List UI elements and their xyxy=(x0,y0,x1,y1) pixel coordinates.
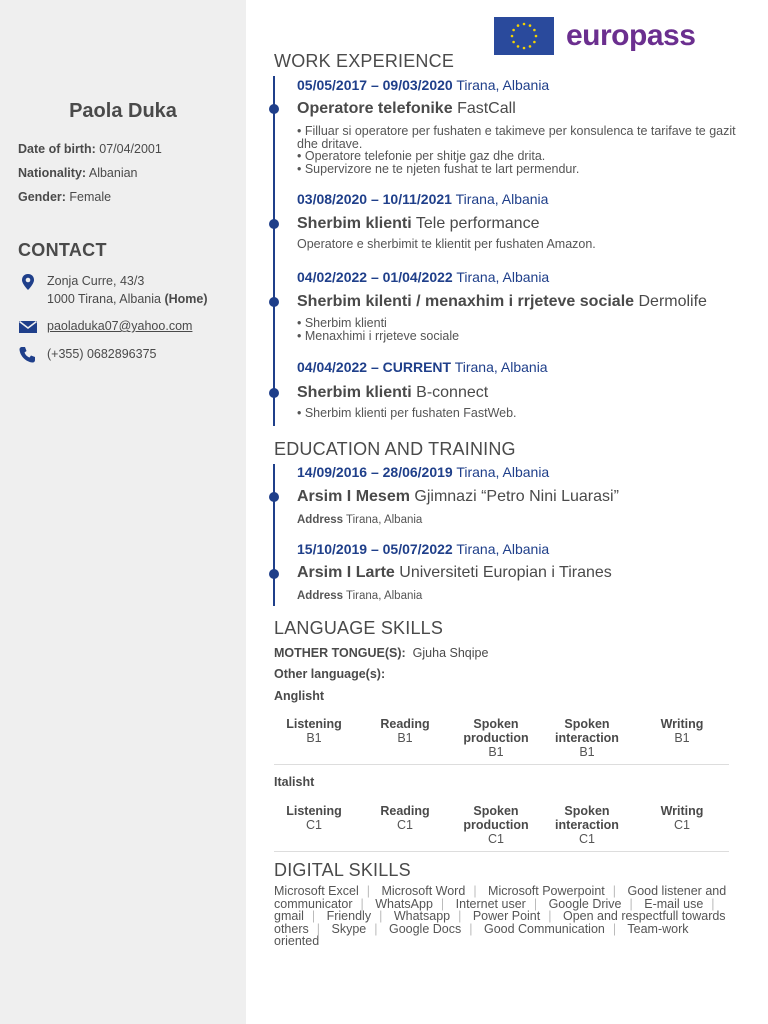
nationality-label: Nationality: xyxy=(18,166,87,180)
work-1-dates: 05/05/2017 – 09/03/2020 Tirana, Albania xyxy=(297,77,550,93)
skill-separator: | xyxy=(473,884,477,898)
logo-text: europass xyxy=(566,19,696,52)
work-3-title: Sherbim kilenti / menaxhim i rrjeteve sociale Dermolife xyxy=(297,293,707,310)
gender-value: Female xyxy=(69,190,112,204)
digital-skill: Microsoft Powerpoint xyxy=(488,884,605,898)
timeline-dot xyxy=(269,569,279,579)
address-line2: 1000 Tirana, Albania xyxy=(47,292,161,306)
skill-separator: | xyxy=(533,896,538,911)
mother-tongue-value: Gjuha Shqipe xyxy=(412,646,489,660)
work-1-desc: • Filluar si operatore per fushaten e takimeve per konsulenca te tarifave te gazit dhe dritave. • Operatore telefonie per shitje gaz dhe drita. • Supervizore ne te njeten fushat te lart permendur. xyxy=(297,124,736,176)
timeline-dot xyxy=(269,219,279,229)
nationality-row xyxy=(18,166,138,180)
edu-2-address: Address Tirana, Albania xyxy=(297,590,423,602)
spoken-production-col: Spoken production C1 xyxy=(463,804,529,846)
language-1-table xyxy=(274,717,729,765)
timeline-dot xyxy=(269,492,279,502)
other-languages-label: Other language(s): xyxy=(274,667,386,681)
skill-separator: | xyxy=(360,896,364,911)
spoken-production-col: Spoken production B1 xyxy=(463,717,529,759)
edu-1-address: Address Tirana, Albania xyxy=(297,514,423,526)
timeline-dot xyxy=(269,297,279,307)
person-name: Paola Duka xyxy=(69,100,177,122)
digital-skill: Skype xyxy=(331,921,367,936)
dob-row xyxy=(18,142,162,156)
digital-skill: Good listener and communicator xyxy=(274,884,727,911)
digital-skill: Power Point xyxy=(472,909,541,923)
eu-flag-icon xyxy=(494,17,554,55)
writing-col: Writing B1 xyxy=(660,717,704,745)
contact-title: CONTACT xyxy=(18,240,107,260)
location-pin-icon xyxy=(18,273,38,291)
phone: (+355) 0682896375 xyxy=(47,347,157,361)
spoken-interaction-col: Spoken interaction B1 xyxy=(555,717,619,759)
digital-skills-list xyxy=(274,885,734,948)
edu-2-dates: 15/10/2019 – 05/07/2022 Tirana, Albania xyxy=(297,541,550,557)
europass-logo xyxy=(494,17,700,55)
address xyxy=(47,272,208,308)
writing-col: Writing C1 xyxy=(660,804,704,832)
work-1-title: Operatore telefonike FastCall xyxy=(297,100,516,117)
skill-separator: | xyxy=(374,921,378,936)
address-line1: Zonja Curre, 43/3 xyxy=(47,274,145,288)
skill-separator: | xyxy=(316,921,320,936)
listening-col: Listening C1 xyxy=(286,804,342,832)
skill-separator: | xyxy=(440,896,445,911)
nationality-value: Albanian xyxy=(88,166,138,180)
work-3-desc: • Sherbim klienti • Menaxhimi i rrjeteve sociale xyxy=(297,316,460,343)
timeline-dot xyxy=(269,104,279,114)
skill-separator: | xyxy=(379,909,383,923)
skill-separator: | xyxy=(469,921,473,936)
digital-skill: Friendly xyxy=(326,909,372,923)
skill-separator: | xyxy=(458,909,462,923)
email-link[interactable]: paoladuka07@yahoo.com xyxy=(47,319,193,333)
language-2-name: Italisht xyxy=(274,775,315,789)
work-3-dates: 04/02/2022 – 01/04/2022 Tirana, Albania xyxy=(297,269,550,285)
dob-value: 07/04/2001 xyxy=(99,142,162,156)
mother-tongue-label: MOTHER TONGUE(S): xyxy=(274,646,406,660)
skill-separator: | xyxy=(711,896,715,911)
spoken-interaction-col: Spoken interaction C1 xyxy=(555,804,619,846)
skill-separator: | xyxy=(612,921,617,936)
edu-1-title: Arsim I Mesem Gjimnazi “Petro Nini Luarasi” xyxy=(297,488,619,505)
skill-separator: | xyxy=(311,909,316,923)
digital-skill: Google Docs xyxy=(388,921,462,936)
digital-skill: Team-work oriented xyxy=(274,921,689,948)
digital-skill: WhatsApp xyxy=(375,896,433,911)
skill-separator: | xyxy=(629,896,633,911)
dob-label: Date of birth: xyxy=(18,142,96,156)
timeline-dot xyxy=(269,388,279,398)
reading-col: Reading C1 xyxy=(380,804,430,832)
address-tag: (Home) xyxy=(164,292,208,306)
work-2-dates: 03/08/2020 – 10/11/2021 Tirana, Albania xyxy=(297,191,549,207)
reading-col: Reading B1 xyxy=(380,717,430,745)
address-line2-row xyxy=(47,290,208,308)
language-title: LANGUAGE SKILLS xyxy=(274,618,444,638)
skill-separator: | xyxy=(612,884,617,898)
education-timeline xyxy=(273,464,275,606)
language-1-name: Anglisht xyxy=(274,689,324,703)
work-2-desc: Operatore e sherbimit te klientit per fushaten Amazon. xyxy=(297,237,596,251)
work-title: WORK EXPERIENCE xyxy=(274,51,455,71)
skill-separator: | xyxy=(548,909,552,923)
skill-separator: | xyxy=(366,884,370,898)
digital-skill: Whatsapp xyxy=(393,909,451,923)
gender-row xyxy=(18,190,111,204)
education-title: EDUCATION AND TRAINING xyxy=(274,439,516,459)
work-4-desc: • Sherbim klienti per fushaten FastWeb. xyxy=(297,406,517,420)
listening-col: Listening B1 xyxy=(286,717,342,745)
work-4-title: Sherbim klienti B-connect xyxy=(297,384,489,401)
digital-skill: Google Drive xyxy=(548,896,622,911)
digital-skill: E-mail use xyxy=(644,896,704,911)
work-4-dates: 04/04/2022 – CURRENT Tirana, Albania xyxy=(297,359,548,375)
email-icon xyxy=(18,318,38,336)
digital-skill: Good Communication xyxy=(483,921,605,936)
work-2-title: Sherbim klienti Tele performance xyxy=(297,215,540,232)
email-row xyxy=(47,317,192,335)
work-timeline xyxy=(273,76,275,426)
phone-icon xyxy=(18,346,38,364)
digital-skill: Microsoft Excel xyxy=(274,884,359,898)
edu-2-title: Arsim I Larte Universiteti Europian i Tiranes xyxy=(297,564,612,581)
digital-title: DIGITAL SKILLS xyxy=(274,860,411,880)
mother-tongue-row xyxy=(274,646,488,660)
edu-1-dates: 14/09/2016 – 28/06/2019 Tirana, Albania xyxy=(297,464,550,480)
digital-skill: gmail xyxy=(274,909,304,923)
digital-skill: Microsoft Word xyxy=(381,884,466,898)
digital-skill: Internet user xyxy=(455,896,526,911)
gender-label: Gender: xyxy=(18,190,66,204)
language-2-table xyxy=(274,804,729,852)
digital-skill: Open and respectfull towards others xyxy=(274,909,726,936)
